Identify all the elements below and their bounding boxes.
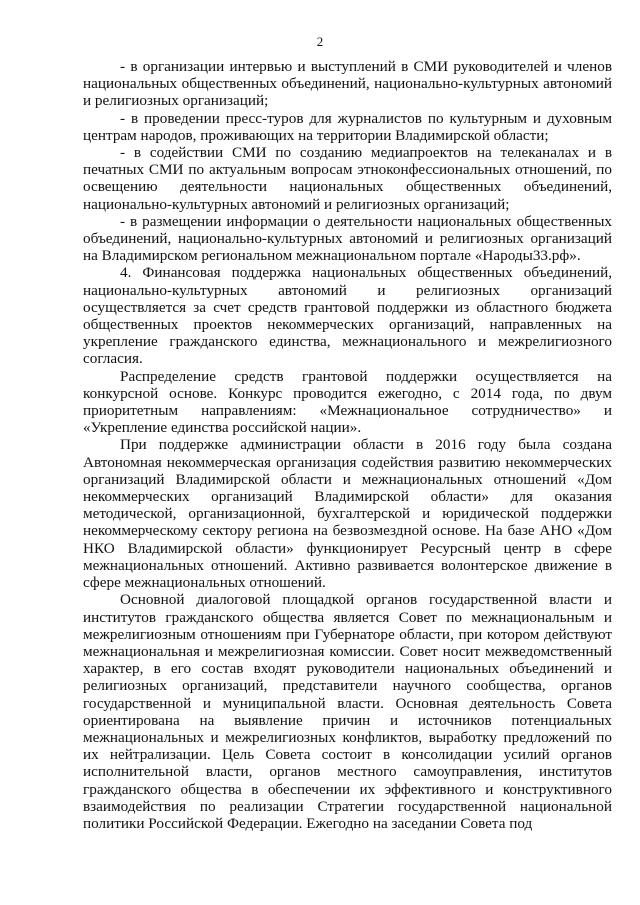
list-item-media-projects: - в содействии СМИ по созданию медиапроектов на телеканалах и в печатных СМИ по актуальным вопросам этноконфессиональных отношений, по освещению деятельности национальных общественных объединений, национально-культурных автономий и религиозных организаций; (83, 144, 612, 213)
document-body (83, 58, 612, 832)
page-number: 2 (316, 34, 324, 49)
paragraph-council: Основной диалоговой площадкой органов государственной власти и институтов гражданского общества является Совет по межнациональным и межрелигиозным отношениям при Губернаторе области, при котором действуют межнациональная и межрелигиозная комиссии. Совет носит межведомственный характер, в его состав входят руководители национальных объединений и религиозных организаций, представители научного сообщества, органов государственной и муниципальной власти. Основная деятельность Совета ориентирована на выявление причин и источников потенциальных межнациональных и межрелигиозных конфликтов, выработку предложений по их нейтрализации. Цель Совета состоит в консолидации усилий органов исполнительной власти, органов местного самоуправления, институтов гражданского общества в обеспечении их эффективного и конструктивного взаимодействия по реализации Стратегии государственной национальной политики Российской Федерации. Ежегодно на заседании Совета под (83, 591, 612, 832)
list-item-interviews: - в организации интервью и выступлений в СМИ руководителей и членов национальных общественных объединений, национально-культурных автономий и религиозных организаций; (83, 58, 612, 110)
list-item-portal-info: - в размещении информации о деятельности национальных общественных объединений, национально-культурных автономий и религиозных организаций на Владимирском региональном межнациональном портале «Народы33.рф». (83, 212, 612, 265)
paragraph-financial-support: 4. Финансовая поддержка национальных общественных объединений, национально-культурных автономий и религиозных организаций осуществляется за счет средств грантовой поддержки из областного бюджета общественных проектов некоммерческих организаций, направленных на укрепление гражданского единства, межнационального и межрелигиозного согласия. (83, 264, 612, 368)
paragraph-grant-distribution: Распределение средств грантовой поддержки осуществляется на конкурсной основе. Конкурс проводится ежегодно, с 2014 года, по двум приоритетным направлениям: «Межнациональное сотрудничество» и «Укрепление единства российской нации». (83, 367, 612, 437)
paragraph-nko-house: При поддержке администрации области в 2016 году была создана Автономная некоммерческая организация содействия развитию некоммерческих организаций Владимирской области и межнациональных отношений «Дом некоммерческих организаций Владимирской области» для оказания методической, организационной, бухгалтерской и юридической поддержки некоммерческому сектору региона на безвозмездной основе. На базе АНО «Дом НКО Владимирской области» функционирует Ресурсный центр в сфере межнациональных отношений. Активно развивается волонтерское движение в сфере межнациональных отношений. (83, 436, 612, 592)
list-item-press-tours: - в проведении пресс-туров для журналистов по культурным и духовным центрам народов, проживающих на территории Владимирской области; (83, 109, 612, 144)
